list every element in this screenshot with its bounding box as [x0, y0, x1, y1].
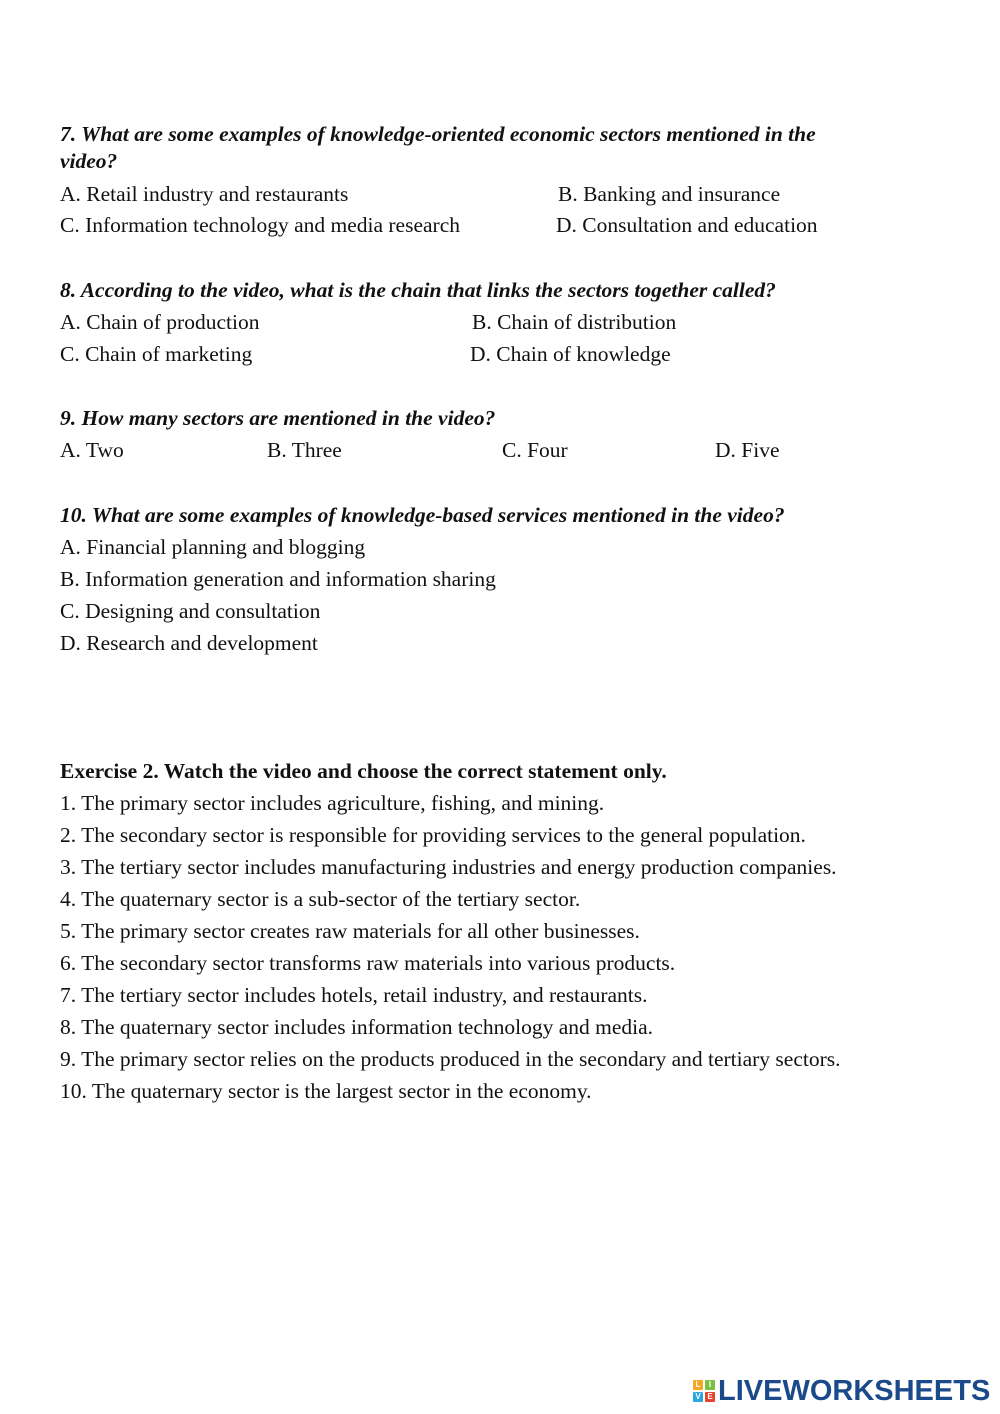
statement-item: 6. The secondary sector transforms raw materials into various products.: [60, 951, 676, 975]
question-9-option-a: A. Two: [60, 438, 124, 462]
question-10-option-d: D. Research and development: [60, 631, 318, 655]
question-7-option-c: C. Information technology and media research: [60, 213, 460, 237]
question-8-text: 8. According to the video, what is the chain that links the sectors together called?: [60, 278, 776, 302]
question-9-option-c: C. Four: [502, 438, 568, 462]
question-9-option-d: D. Five: [715, 438, 780, 462]
statement-item: 3. The tertiary sector includes manufacturing industries and energy production companies.: [60, 855, 837, 879]
logo-text: LIVEWORKSHEETS: [718, 1375, 991, 1407]
question-8-option-a: A. Chain of production: [60, 310, 260, 334]
question-7-option-b: B. Banking and insurance: [558, 182, 781, 206]
liveworksheets-mark-icon: [693, 1380, 715, 1402]
logo-mark-letter: E: [705, 1392, 715, 1402]
statement-item: 10. The quaternary sector is the largest sector in the economy.: [60, 1079, 592, 1103]
logo-mark-letter: I: [705, 1380, 715, 1390]
logo-mark-letter: L: [693, 1380, 703, 1390]
question-10-option-b: B. Information generation and information sharing: [60, 567, 496, 591]
question-9-option-b: B. Three: [267, 438, 342, 462]
logo-mark-letter: V: [693, 1392, 703, 1402]
question-7-option-a: A. Retail industry and restaurants: [60, 182, 349, 206]
question-10-text: 10. What are some examples of knowledge-based services mentioned in the video?: [60, 503, 785, 527]
question-7-text-line2: video?: [60, 149, 118, 173]
question-9-text: 9. How many sectors are mentioned in the video?: [60, 406, 496, 430]
liveworksheets-logo: [693, 1374, 990, 1408]
statement-item: 1. The primary sector includes agriculture, fishing, and mining.: [60, 791, 605, 815]
exercise-2-title: Exercise 2. Watch the video and choose the correct statement only.: [60, 759, 667, 783]
question-7-text-line1: 7. What are some examples of knowledge-oriented economic sectors mentioned in the: [60, 122, 816, 146]
statement-item: 4. The quaternary sector is a sub-sector of the tertiary sector.: [60, 887, 581, 911]
question-8-option-d: D. Chain of knowledge: [470, 342, 671, 366]
statement-item: 2. The secondary sector is responsible for providing services to the general population.: [60, 823, 806, 847]
question-7-option-d: D. Consultation and education: [556, 213, 818, 237]
statement-item: 8. The quaternary sector includes information technology and media.: [60, 1015, 654, 1039]
question-10-option-c: C. Designing and consultation: [60, 599, 321, 623]
statement-item: 5. The primary sector creates raw materials for all other businesses.: [60, 919, 640, 943]
statement-item: 7. The tertiary sector includes hotels, retail industry, and restaurants.: [60, 983, 648, 1007]
statement-item: 9. The primary sector relies on the products produced in the secondary and tertiary sectors.: [60, 1047, 841, 1071]
question-10-option-a: A. Financial planning and blogging: [60, 535, 366, 559]
question-8-option-b: B. Chain of distribution: [472, 310, 677, 334]
question-8-option-c: C. Chain of marketing: [60, 342, 253, 366]
